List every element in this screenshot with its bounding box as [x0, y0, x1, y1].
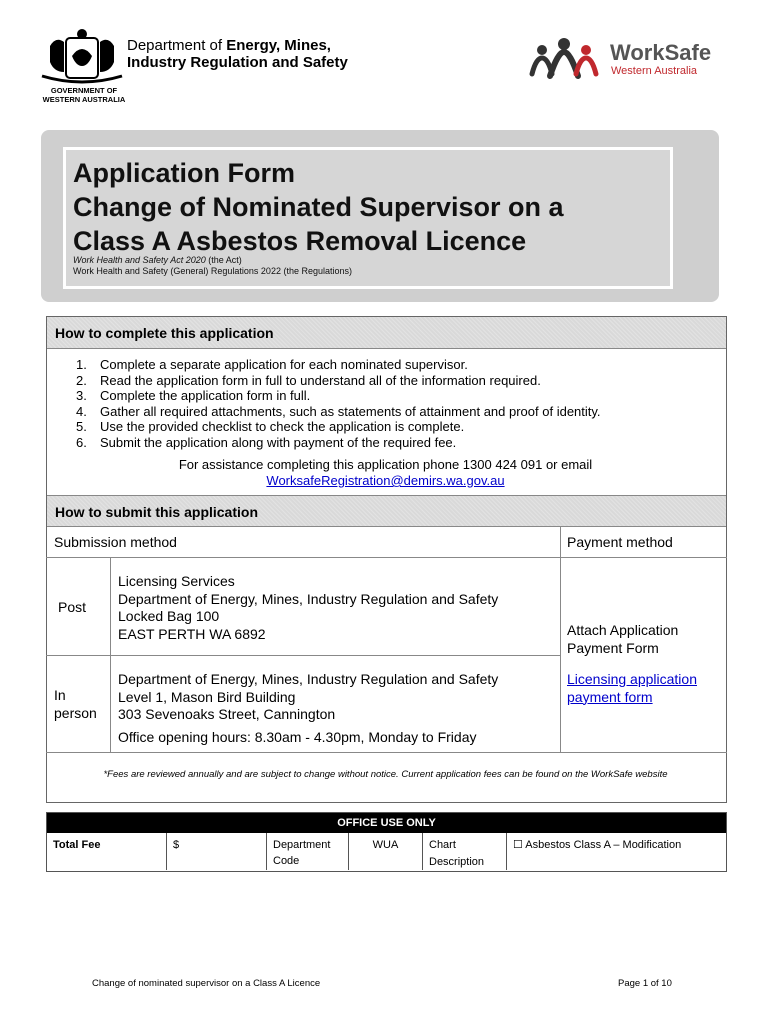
submit-heading: How to submit this application: [47, 495, 726, 527]
title-line3: Class A Asbestos Removal Licence: [73, 226, 527, 256]
worksafe-name: WorkSafe: [610, 40, 712, 65]
dept-line1-bold: Energy, Mines,: [226, 37, 331, 54]
step-number: 6.: [76, 434, 87, 450]
table-divider: [46, 557, 727, 558]
post-address-line: EAST PERTH WA 6892: [118, 625, 266, 642]
in-person-address-line: Level 1, Mason Bird Building: [118, 688, 296, 705]
wua-label: WUA: [349, 833, 423, 870]
government-caption: [36, 86, 132, 104]
step-item: [76, 435, 601, 451]
step-number: 3.: [76, 388, 87, 403]
step-text: Read the application form in full to understand all of the information required.: [100, 372, 541, 388]
in-person-label-line1: In: [54, 687, 66, 703]
step-item: [76, 388, 601, 404]
licensing-payment-form-link[interactable]: [567, 671, 697, 706]
title-line2: Change of Nominated Supervisor on a: [73, 192, 564, 222]
worksafe-region: Western Australia: [611, 65, 698, 77]
step-number: 5.: [76, 419, 87, 434]
payment-text-line1: Attach Application: [567, 622, 679, 638]
post-address-line: Department of Energy, Mines, Industry Regulation and Safety: [118, 590, 499, 607]
assist-email-link[interactable]: WorksafeRegistration@demirs.wa.gov.au: [266, 473, 505, 488]
payment-link-line1[interactable]: Licensing application: [567, 671, 697, 687]
in-person-label: [54, 687, 97, 722]
gov-caption-line2: WESTERN AUSTRALIA: [42, 95, 126, 104]
in-person-label-line2: person: [54, 704, 97, 721]
step-number: 4.: [76, 403, 87, 419]
in-person-address: [118, 671, 498, 724]
regulations-name: Work Health and Safety (General) Regulations 2022 (the Regulations): [73, 266, 352, 276]
step-item: [76, 419, 601, 435]
step-text: Complete the application form in full.: [100, 388, 311, 403]
form-title: [73, 156, 564, 258]
table-divider: [110, 557, 111, 752]
dept-line2: Industry Regulation and Safety: [127, 54, 348, 71]
office-hours: Office opening hours: 8.30am - 4.30pm, Monday to Friday: [118, 729, 477, 745]
step-text: Gather all required attachments, such as statements of attainment and proof of identity.: [100, 403, 601, 419]
assist-phone-text: For assistance completing this application phone 1300 424 091 or email: [178, 457, 593, 472]
dept-code-line1: Department: [273, 839, 331, 851]
worksafe-logo: [528, 34, 718, 82]
complete-heading: How to complete this application: [47, 317, 726, 349]
table-divider: [560, 527, 561, 752]
step-text: Complete a separate application for each nominated supervisor.: [100, 357, 468, 372]
payment-instructions: [567, 622, 678, 657]
step-item: [76, 373, 601, 389]
payment-link-line2[interactable]: payment form: [567, 688, 653, 705]
steps-list: [76, 357, 601, 450]
post-address-line: Licensing Services: [118, 573, 235, 589]
act-suffix: (the Act): [205, 255, 242, 265]
post-address-line: Locked Bag 100: [118, 608, 220, 624]
footer-page-number: Page 1 of 10: [618, 978, 672, 989]
office-use-table: [46, 812, 727, 872]
footer-document-title: Change of nominated supervisor on a Class A Licence: [92, 978, 321, 989]
dept-line1-plain: Department of: [127, 37, 227, 54]
total-fee-label: Total Fee: [47, 833, 167, 870]
in-person-address-line: Department of Energy, Mines, Industry Regulation and Safety: [118, 671, 499, 687]
legislation-references: [73, 255, 352, 277]
office-use-heading: OFFICE USE ONLY: [47, 813, 726, 833]
step-item: [76, 357, 601, 373]
chart-description-label: [423, 833, 507, 870]
payment-method-header: Payment method: [567, 534, 673, 550]
asbestos-class-a-checkbox[interactable]: ☐ Asbestos Class A – Modification: [513, 839, 682, 851]
step-item: [76, 404, 601, 420]
act-name: Work Health and Safety Act 2020: [73, 255, 206, 265]
department-title: [127, 37, 348, 71]
step-text: Submit the application along with payment of the required fee.: [100, 434, 457, 450]
post-address: [118, 573, 498, 643]
in-person-address-line: 303 Sevenoaks Street, Cannington: [118, 706, 336, 722]
title-line1: Application Form: [73, 158, 295, 188]
step-text: Use the provided checklist to check the application is complete.: [100, 419, 465, 434]
assistance-text: [46, 457, 725, 489]
chart-line2: Description: [429, 856, 485, 868]
step-number: 2.: [76, 372, 87, 388]
department-code-label: [267, 833, 349, 870]
chart-line1: Chart: [429, 839, 456, 851]
table-divider: [46, 655, 560, 656]
dept-code-line2: Code: [273, 855, 300, 867]
wa-government-crest-logo: [40, 26, 124, 84]
submission-method-header: Submission method: [54, 534, 177, 550]
payment-text-line2: Payment Form: [567, 639, 659, 656]
gov-caption-line1: GOVERNMENT OF: [50, 86, 118, 95]
table-divider: [46, 752, 727, 753]
step-number: 1.: [76, 357, 87, 372]
post-label: Post: [58, 599, 87, 615]
fees-footnote: *Fees are reviewed annually and are subject to change without notice. Current application fees can be found on the WorkSafe website: [103, 769, 668, 780]
fee-amount-field[interactable]: $: [167, 833, 267, 870]
